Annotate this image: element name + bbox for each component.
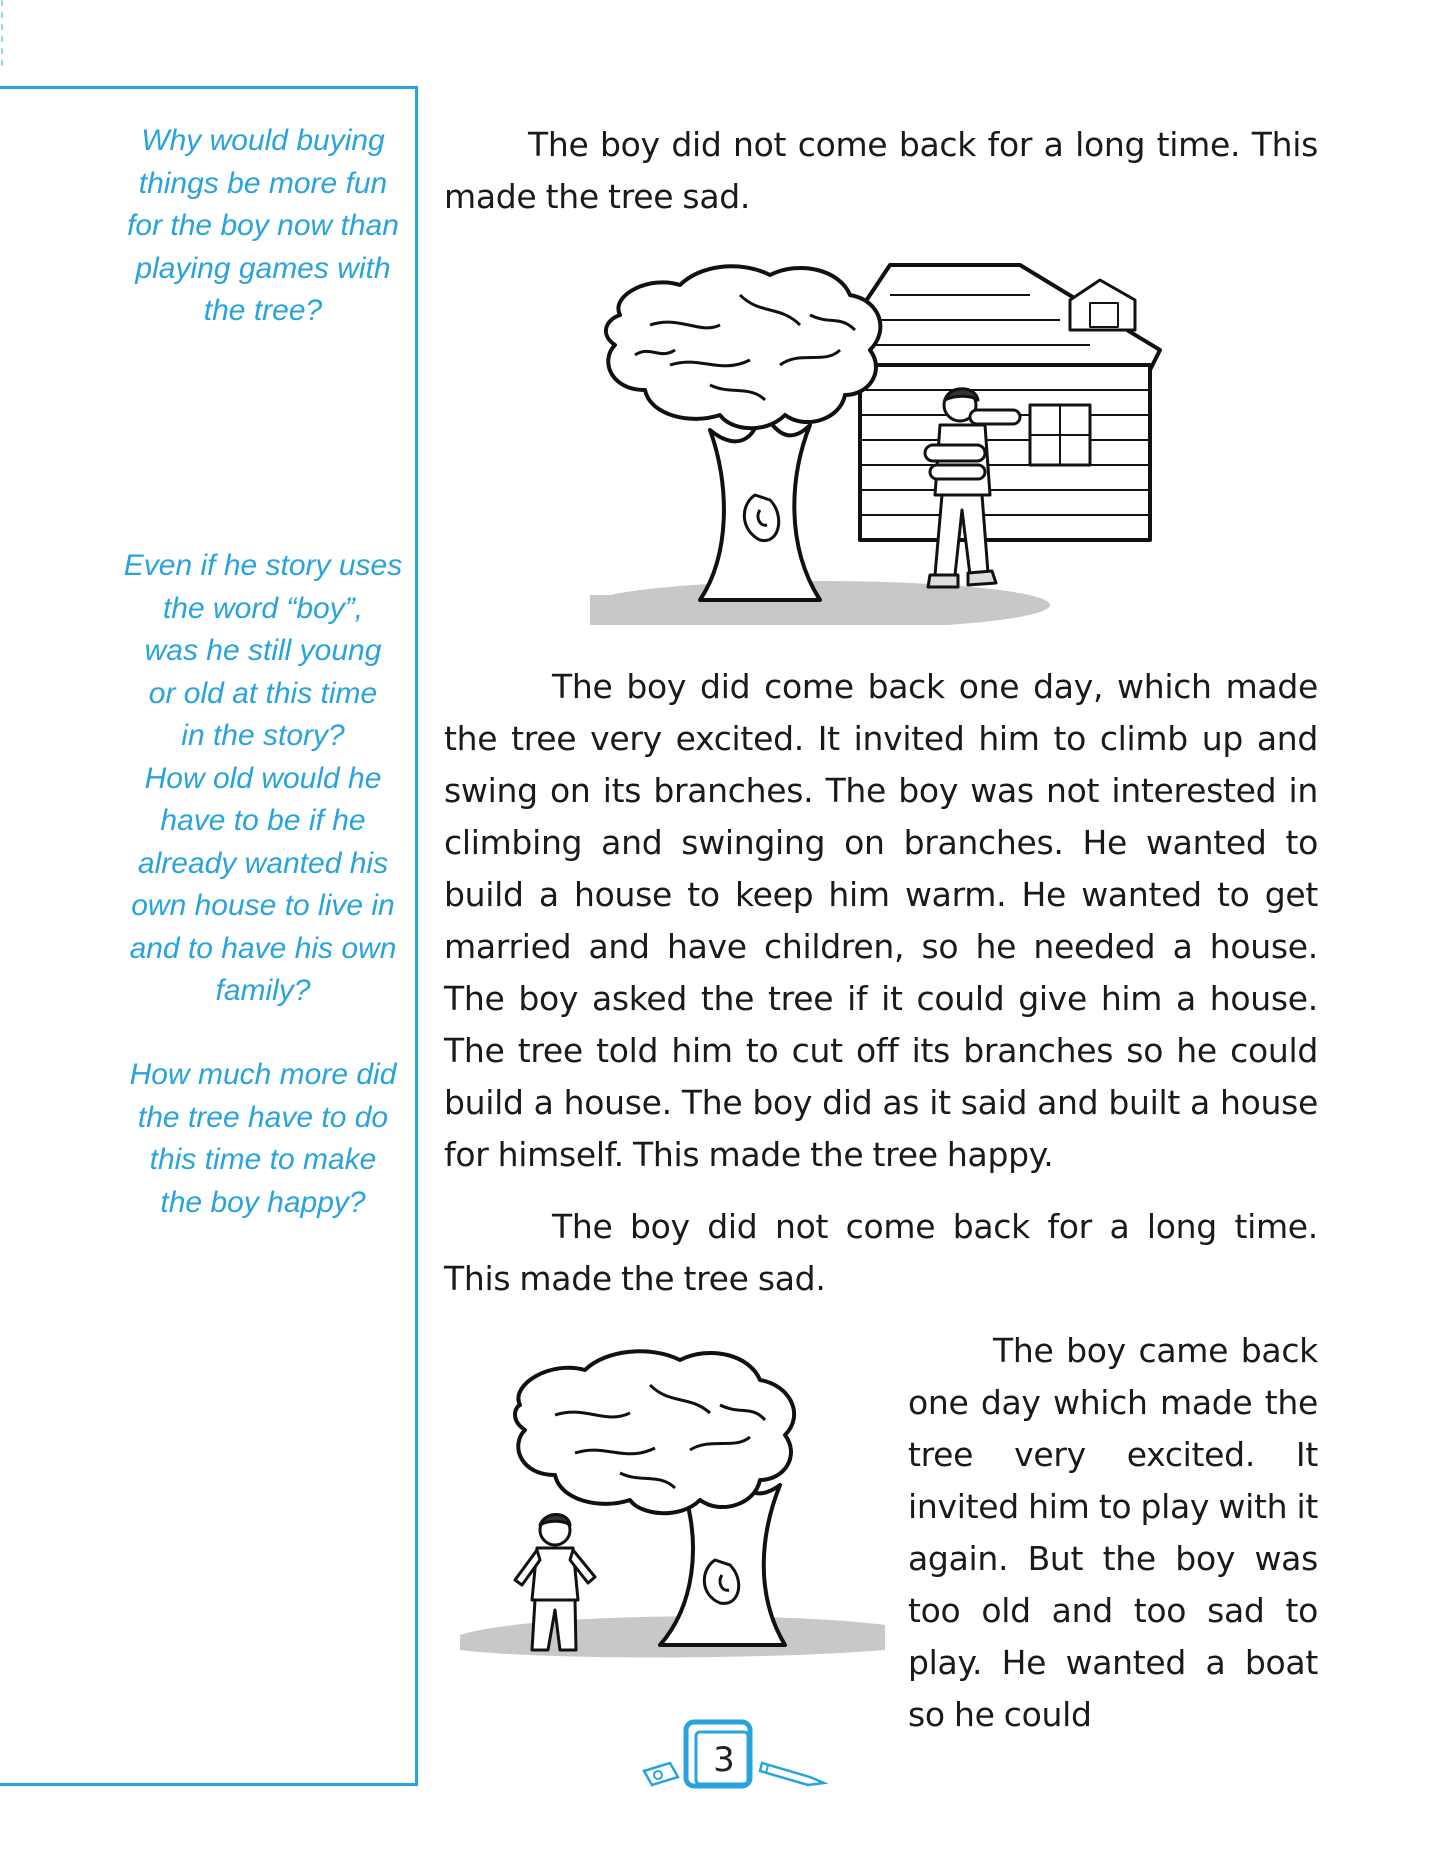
tree [606,266,880,600]
tree-house-illustration [590,255,1180,625]
page-number: 3 [713,1740,735,1780]
sidebar-question-2: Even if he story uses the word “boy”, was he still young or old at this time in the story? How old would he have to be if he already wanted his own house to live in and to have his own family? [123,549,403,1007]
story-paragraph-2: The boy did come back one day, which made the tree very excited. It invited him to climb up and swing on its branches. The boy was not interested in climbing and swinging on branches. He wanted to build a house to keep him warm. He wanted to get married and have children, so he needed a house. The boy asked the tree if it could give him a house. The tree told him to cut off its branches so he could build a house. The boy did as it said and built a house for himself. This made the tree happy. [444,667,1318,1174]
story-paragraph-1: The boy did not come back for a long time. This made the tree sad. [444,125,1318,216]
sidebar-question-1: Why would buying things be more fun for the boy now than playing games with the tree? [127,124,399,327]
boy-and-tree-illustration [460,1345,885,1675]
pencil-icon [758,1755,828,1789]
boy-and-tree-drawing [460,1345,885,1675]
tree-house-drawing [590,255,1180,625]
sharpener-icon [640,1755,682,1791]
story-paragraph-4: The boy came back one day which made the tree very excited. It invited him to play with it again. But the boy was too old and too sad to play. He wanted a boat so he could [908,1331,1318,1734]
story-paragraph-3: The boy did not come back for a long time. This made the tree sad. [444,1207,1318,1298]
log-house [840,265,1160,540]
sidebar-question-3: How much more did the tree have to do this time to make the boy happy? [129,1058,397,1219]
margin-marks [0,0,4,70]
